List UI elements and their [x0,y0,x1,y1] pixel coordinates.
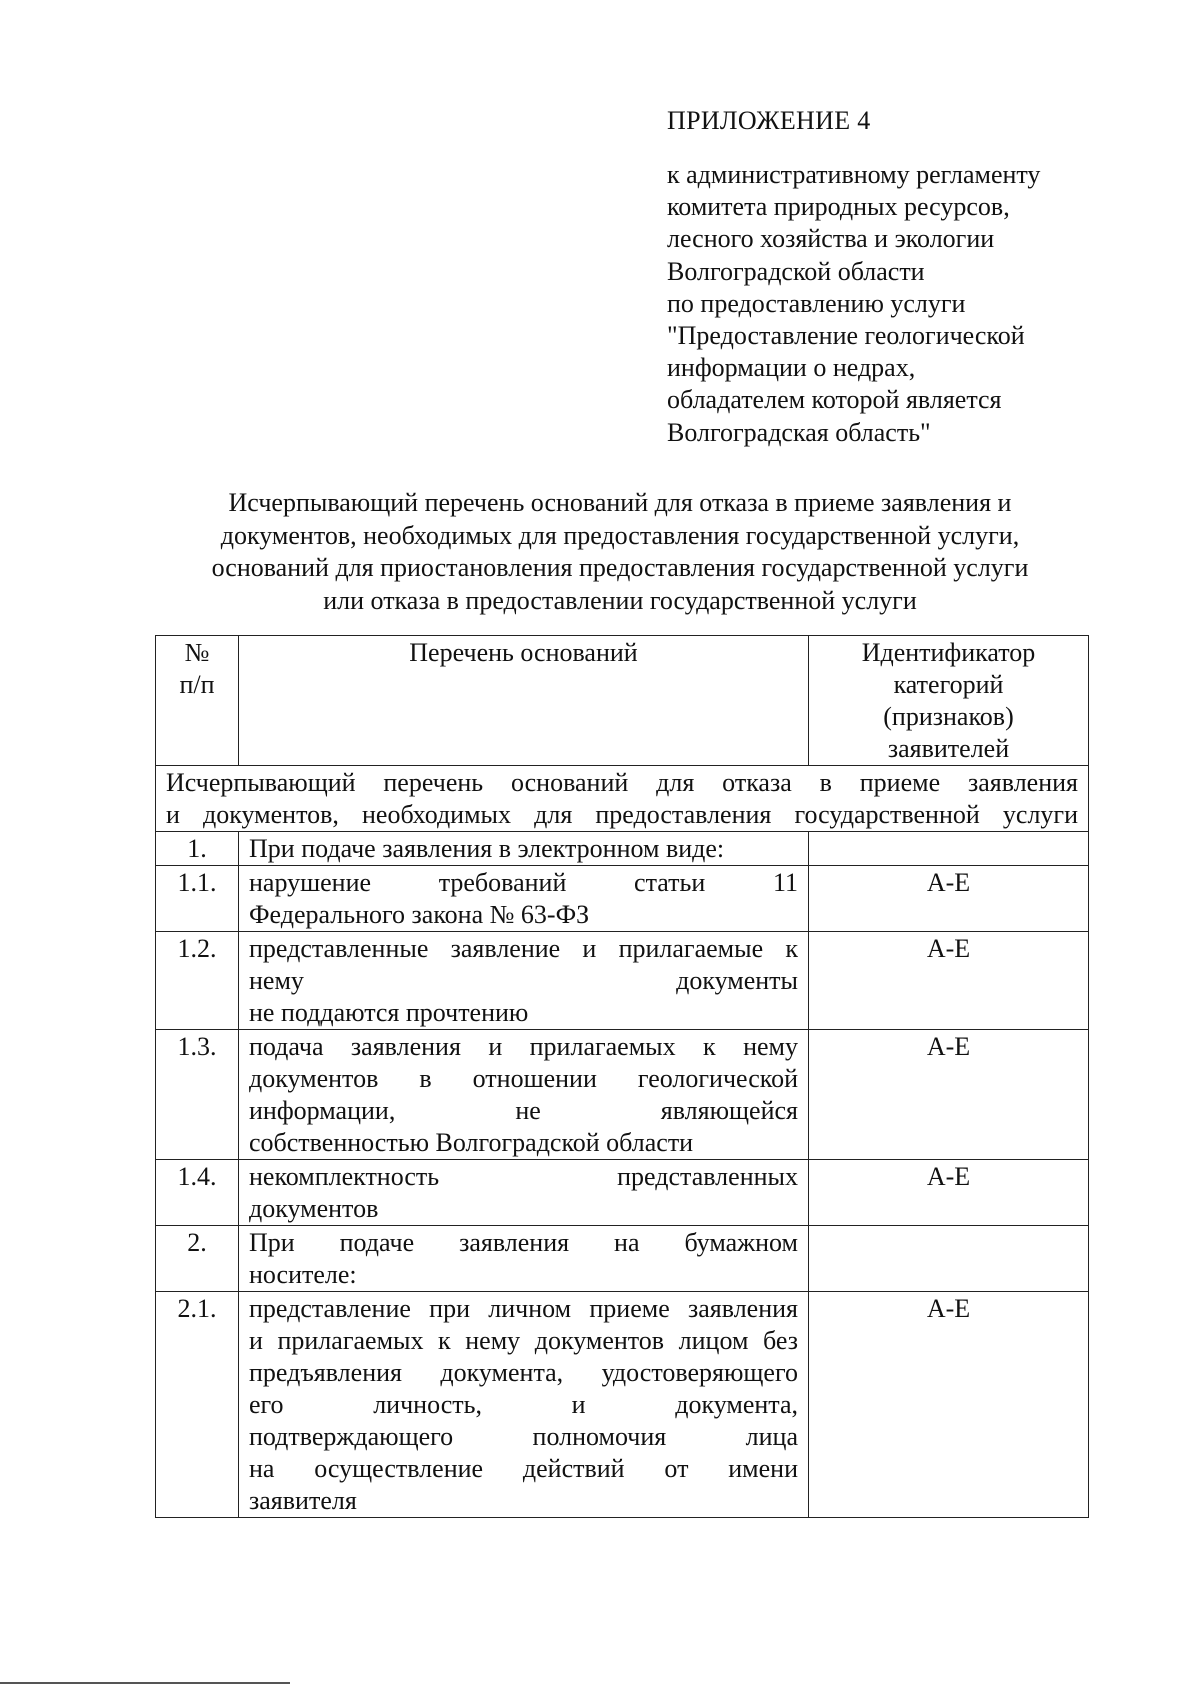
row-identifier-cell [809,832,1089,866]
row-grounds-cell [239,932,809,1030]
row-identifier-cell: А-Е [809,1160,1089,1226]
row-identifier-cell: А-Е [809,932,1089,1030]
row-grounds-line: его личность, и документа, [249,1390,798,1419]
table-row [156,1292,1089,1518]
row-grounds-line: представление при личном приеме заявления [249,1294,798,1323]
appendix-line: лесного хозяйства и экологии [667,224,995,254]
row-grounds-line: не поддаются прочтению [249,998,529,1027]
appendix-line: "Предоставление геологической [667,321,1025,351]
row-grounds-cell [239,1030,809,1160]
row-grounds-cell [239,832,809,866]
row-identifier-cell [809,1226,1089,1292]
section-title-row [156,766,1089,832]
row-grounds-cell [239,866,809,932]
row-number-cell: 1.3. [156,1030,239,1160]
appendix-line: Волгоградской области [667,256,925,286]
row-grounds-line: При подаче заявления в электронном виде: [249,834,725,863]
appendix-line: Волгоградская область" [667,417,931,447]
row-grounds-line: и прилагаемых к нему документов лицом без [249,1326,798,1355]
table-row [156,932,1089,1030]
appendix-line: по предоставлению услуги [667,288,966,318]
table-body [156,832,1089,1518]
appendix-line: обладателем которой является [667,385,1002,415]
section-title-cell [156,766,1089,832]
row-grounds-line: некомплектность представленных [249,1162,798,1191]
heading-line: оснований для приостановления предоставления государственной услуги [211,553,1029,582]
header-identifier-line: категорий [893,670,1004,699]
row-identifier-cell: А-Е [809,866,1089,932]
heading-line: документов, необходимых для предоставления государственной услуги, [220,520,1020,550]
row-grounds-cell [239,1160,809,1226]
row-grounds-line: нему документы [249,966,798,995]
header-grounds-cell: Перечень оснований [239,636,809,766]
header-num-line: п/п [179,670,215,699]
row-number-cell: 2. [156,1226,239,1292]
table-row [156,832,1089,866]
row-grounds-line: Федерального закона № 63-ФЗ [249,900,590,929]
table-row [156,1030,1089,1160]
row-grounds-line: заявителя [249,1486,357,1515]
header-identifier-line: (признаков) [883,702,1014,731]
row-grounds-line: документов [249,1194,379,1223]
table-row [156,1160,1089,1226]
row-number-cell: 2.1. [156,1292,239,1518]
row-grounds-line: носителе: [249,1260,357,1289]
row-grounds-line: При подаче заявления на бумажном [249,1228,798,1257]
row-identifier-cell: А-Е [809,1292,1089,1518]
row-number-cell: 1.2. [156,932,239,1030]
row-grounds-line: представленные заявление и прилагаемые к [249,934,798,963]
row-grounds-line: нарушение требований статьи 11 [249,868,798,897]
section-title-line: и документов, необходимых для предоставления государственной услуги [166,800,1078,829]
document-heading [150,487,1090,617]
row-grounds-cell [239,1292,809,1518]
appendix-line: к административному регламенту [667,160,1041,189]
row-grounds-line: информации, не являющейся [249,1096,798,1125]
row-grounds-line: подтверждающего полномочия лица [249,1422,798,1451]
header-identifier-line: Идентификатор [861,638,1036,667]
header-num-line: № [184,638,210,667]
row-grounds-line: собственностью Волгоградской области [249,1128,694,1157]
grounds-table [155,635,1089,1518]
table-header-row [156,636,1089,766]
row-grounds-line: подача заявления и прилагаемых к нему [249,1032,798,1061]
header-identifier-line: заявителей [887,734,1010,763]
heading-line: или отказа в предоставлении государственной услуги [323,585,917,615]
appendix-line: комитета природных ресурсов, [667,192,1010,222]
row-grounds-line: предъявления документа, удостоверяющего [249,1358,798,1387]
appendix-title: ПРИЛОЖЕНИЕ 4 [667,106,871,135]
appendix-block [667,105,1137,449]
row-number-cell: 1.4. [156,1160,239,1226]
row-number-cell: 1.1. [156,866,239,932]
table-row [156,1226,1089,1292]
header-identifier-cell [809,636,1089,766]
heading-line: Исчерпывающий перечень оснований для отказа в приеме заявления и [228,488,1012,517]
section-title-line: Исчерпывающий перечень оснований для отказа в приеме заявления [166,768,1078,797]
footer-rule [0,1682,290,1684]
row-grounds-line: документов в отношении геологической [249,1064,798,1093]
table-row [156,866,1089,932]
row-grounds-line: на осуществление действий от имени [249,1454,798,1483]
row-number-cell: 1. [156,832,239,866]
appendix-line: информации о недрах, [667,353,916,383]
header-num-cell [156,636,239,766]
row-grounds-cell [239,1226,809,1292]
row-identifier-cell: А-Е [809,1030,1089,1160]
